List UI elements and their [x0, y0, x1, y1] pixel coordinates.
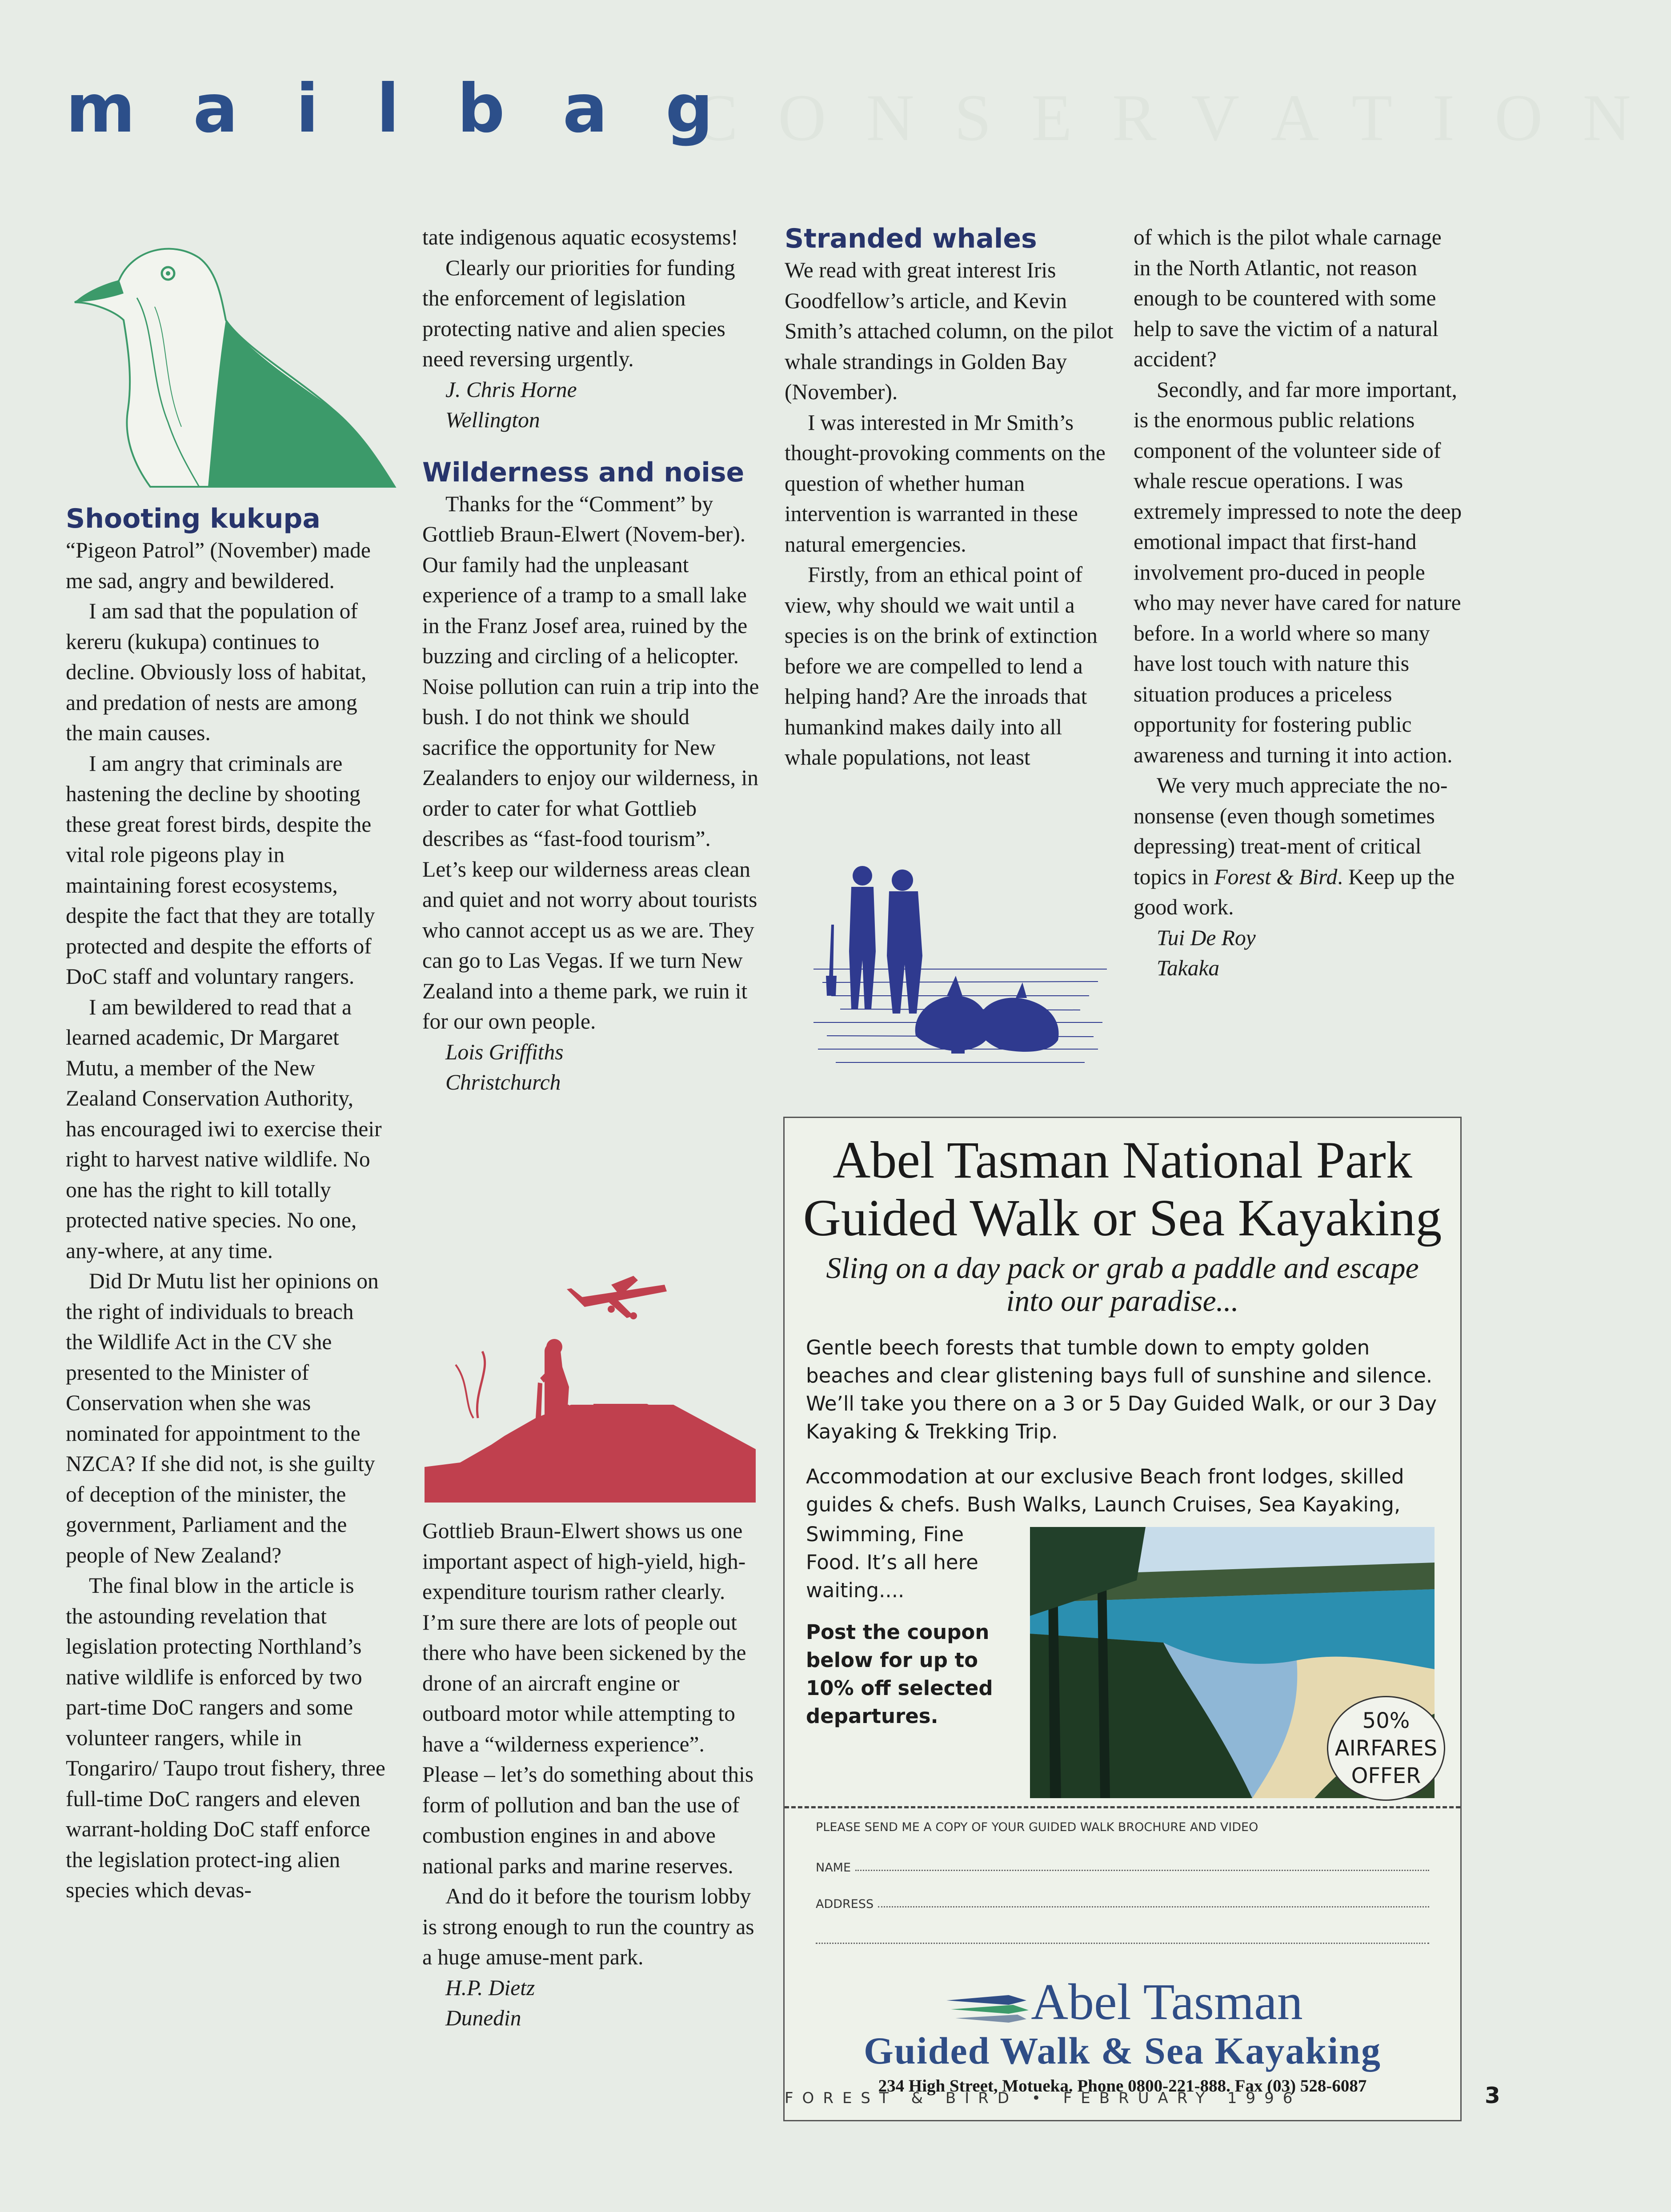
paragraph: We read with great interest Iris Goodfellow’s article, and Kevin Smith’s attached column, on the pilot whale strandings in Golden Bay (November). — [785, 258, 1114, 404]
page-footer: FOREST & BIRD • FEBRUARY 1996 — [785, 2089, 1302, 2107]
column-2 — [422, 222, 760, 1098]
closing-text: We very much appreciate the no-nonsense (even though sometimes depressing) treat-ment of critical topics in — [1134, 773, 1448, 889]
closing-text-end: . Keep up the good work. — [1134, 864, 1455, 919]
column-4 — [1134, 222, 1463, 984]
advert-title-line-1: Abel Tasman National Park — [833, 1131, 1412, 1189]
paragraph: Thanks for the “Comment” by Gottlieb Braun-Elwert (Novem-ber). Our family had the unpleasant experience of a tramp to a small lake in the Franz Josef area, ruined by the buzzing and circling of a helicopter. Noise pollution can ruin a trip into the bush. I do not think we should sacrifice the opportunity for New Zealanders to enjoy our wilderness, in order to cater for what Gottlieb describes as “fast-food tourism”. Let’s keep our wilderness areas clean and quiet and not worry about tourists who cannot accept us as we are. They can go to Las Vegas. If we turn New Zealand into a theme park, we ruin it for our own people. — [422, 491, 759, 1034]
whale-rescue-illustration — [813, 862, 1107, 1094]
letter-heading-shooting-kukupa: Shooting kukupa — [66, 503, 321, 534]
letter-author: Tui De Roy — [1157, 925, 1256, 950]
abel-tasman-advert — [783, 1117, 1462, 2121]
paragraph: And do it before the tourism lobby is strong enough to run the country as a huge amuse-ment park. — [422, 1884, 754, 1969]
letter-location: Christchurch — [445, 1070, 561, 1094]
badge-line: 50% — [1362, 1708, 1410, 1733]
address-field[interactable] — [878, 1906, 1429, 1907]
advert-body: Accommodation at our exclusive Beach front lodges, skilled guides & chefs. Bush Walks, Launch Cruises, Sea Kayaking, — [806, 1465, 1404, 1516]
kayak-logo-icon — [942, 1987, 1031, 2027]
section-title: mailbag — [66, 70, 771, 148]
badge-line: OFFER — [1351, 1763, 1421, 1788]
abel-tasman-logo — [785, 1976, 1460, 2100]
paragraph: Firstly, from an ethical point of view, why should we wait until a species is on the brink of extinction before we are compelled to lend a helping hand? Are the inroads that humankind makes daily into all whale populations, not least — [785, 562, 1098, 769]
paragraph: of which is the pilot whale carnage in the North Atlantic, not reason enough to be countered with some help to save the victim of a natural accident? — [1134, 225, 1442, 371]
coupon-cut-line — [785, 1806, 1460, 1808]
paragraph: Gottlieb Braun-Elwert shows us one important aspect of high-yield, high-expenditure tourism rather clearly. I’m sure there are lots of people out there who have been sickened by the drone of an aircraft engine or outboard motor while attempting to have a “wilderness experience”. Please – let’s do something about this form of pollution and ban the use of combustion engines in and above national parks and marine reserves. — [422, 1519, 754, 1878]
paragraph: I am angry that criminals are hastening the decline by shooting these great forest birds, despite the vital role pigeons play in maintaining forest ecosystems, despite the fact that they are totally protected and despite the efforts of DoC staff and voluntary rangers. — [66, 751, 375, 989]
background-section-word: CONSERVATION — [693, 81, 1671, 155]
column-2-lower — [422, 1516, 760, 2034]
letter-location: Dunedin — [445, 2006, 521, 2030]
advert-title-line-2: Guided Walk or Sea Kayaking — [803, 1189, 1442, 1247]
column-1 — [66, 502, 386, 1906]
paragraph: I am sad that the population of kereru (kukupa) continues to decline. Obviously loss of habitat, and predation of nests are among the main causes. — [66, 599, 367, 745]
advert-offer: Post the coupon below for up to 10% off selected departures. — [806, 1620, 993, 1728]
magazine-name: Forest & Bird — [1214, 864, 1338, 889]
coupon-request-text: PLEASE SEND ME A COPY OF YOUR GUIDED WALK BROCHURE AND VIDEO — [816, 1820, 1258, 1834]
kereru-illustration — [66, 231, 395, 487]
paragraph: The final blow in the article is the astounding revelation that legislation protecting Northland’s native wildlife is enforced by two part-time DoC rangers and some volunteer rangers, while in Tongariro/ Taupo trout fishery, three full-time DoC rangers and eleven warrant-holding DoC staff enforce the legislation protect-ing alien species which devas- — [66, 1573, 385, 1902]
column-3 — [785, 222, 1114, 773]
letter-author: Lois Griffiths — [445, 1039, 564, 1064]
name-label: NAME — [816, 1861, 851, 1875]
badge-line: AIRFARES — [1334, 1736, 1438, 1761]
advert-subtitle: Sling on a day pack or grab a paddle and escape into our paradise... — [826, 1251, 1419, 1318]
coupon-form — [816, 1820, 1429, 1948]
address-field-line-2[interactable] — [816, 1943, 1429, 1944]
address-label: ADDRESS — [816, 1897, 874, 1911]
advert-contact: 234 High Street, Motueka. Phone 0800-221-888. Fax (03) 528-6087 — [878, 2076, 1367, 2096]
advert-body-side: Swimming, Fine Food. It’s all here waiting.... — [806, 1523, 978, 1602]
paragraph: I am bewildered to read that a learned academic, Dr Margaret Mutu, a member of the New Zealand Conservation Authority, has encouraged iwi to exercise their right to harvest native wildlife. No one has the right to kill totally protected native species. No one, any-where, at any time. — [66, 994, 382, 1263]
letter-heading-stranded-whales: Stranded whales — [785, 223, 1037, 254]
logo-name-text: Abel Tasman — [1031, 1974, 1303, 2031]
paragraph: I was interested in Mr Smith’s thought-provoking comments on the question of whether human intervention is warranted in these natural emergencies. — [785, 410, 1106, 557]
airfares-offer-badge — [1327, 1696, 1445, 1801]
letter-author: H.P. Dietz — [445, 1975, 535, 2000]
paragraph: “Pigeon Patrol” (November) made me sad, angry and bewildered. — [66, 538, 371, 593]
aircraft-over-hut-illustration — [425, 1271, 756, 1503]
paragraph: tate indigenous aquatic ecosystems! — [422, 225, 738, 249]
letter-location: Wellington — [445, 408, 540, 432]
name-field[interactable] — [855, 1870, 1429, 1871]
paragraph: Secondly, and far more important, is the enormous public relations component of the volunteer side of whale rescue operations. I was extremely impressed to note the deep emotional impact that first-hand involvement pro-duced in people who may never have cared for nature before. In a world where so many have lost touch with nature this situation produces a priceless opportunity for fostering public awareness and turning it into action. — [1134, 377, 1462, 767]
paragraph: Did Dr Mutu list her opinions on the right of individuals to breach the Wildlife Act in the CV she presented to the Minister of Conservation when she was nominated for appointment to the NZCA? If she did not, is she guilty of deception of the minister, the government, Parliament and the people of New Zealand? — [66, 1269, 379, 1567]
paragraph: Clearly our priorities for funding the enforcement of legislation protecting native and alien species need reversing urgently. — [422, 255, 735, 371]
paragraph — [1134, 770, 1463, 923]
logo-name — [785, 1974, 1460, 2031]
page-number: 3 — [1485, 2083, 1500, 2108]
letter-location: Takaka — [1157, 956, 1220, 980]
letter-author: J. Chris Horne — [445, 377, 577, 402]
advert-body: Gentle beech forests that tumble down to empty golden beaches and clear glistening bays full of sunshine and silence. We’ll take you there on a 3 or 5 Day Guided Walk, or our 3 Day Kayaking & Trekking Trip. — [806, 1336, 1437, 1443]
logo-tagline: Guided Walk & Sea Kayaking — [864, 2029, 1381, 2072]
letter-heading-wilderness-noise: Wilderness and noise — [422, 457, 745, 488]
advert-title — [785, 1131, 1460, 1247]
